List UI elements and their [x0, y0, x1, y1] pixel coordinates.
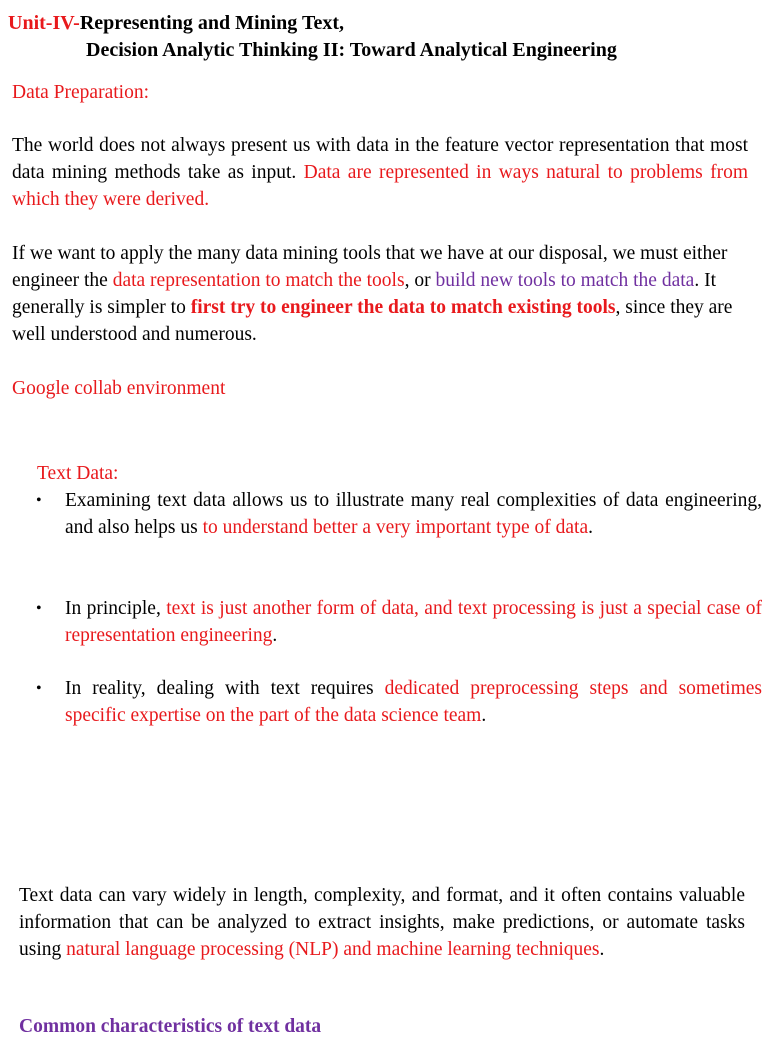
bullet-icon: • [36, 680, 42, 697]
data-preparation-heading: Data Preparation: [12, 82, 149, 103]
paragraph-text-data-variety: Text data can vary widely in length, complexity, and format, and it often contains valuable information that can be analyzed to extract insights, make predictions, or automate tasks using natural language processing (NLP) and machine learning techniques. [19, 885, 745, 960]
google-colab-line: Google collab environment [12, 378, 226, 399]
bullet-icon: • [36, 600, 42, 617]
subtitle: Decision Analytic Thinking II: Toward Analytical Engineering [86, 39, 617, 61]
text-data-heading: Text Data: [37, 463, 119, 484]
title-line-1: Representing and Mining Text, [79, 12, 344, 34]
unit-title [8, 10, 344, 37]
paragraph-data-mining-tools: If we want to apply the many data mining tools that we have at our disposal, we must either engineer the data representation to match the tools, or build new tools to match the data. It generally is simpler to first try to engineer the data to match existing tools, since they are well understood and numerous. [12, 243, 733, 345]
bullet-icon: • [36, 492, 42, 509]
unit-label: Unit-IV- [8, 12, 80, 34]
common-characteristics-heading: Common characteristics of text data [19, 1016, 322, 1037]
paragraph-feature-vector: The world does not always present us with data in the feature vector representation that most data mining methods take as input. Data are represented in ways natural to problems from which they were derived. [12, 135, 748, 210]
